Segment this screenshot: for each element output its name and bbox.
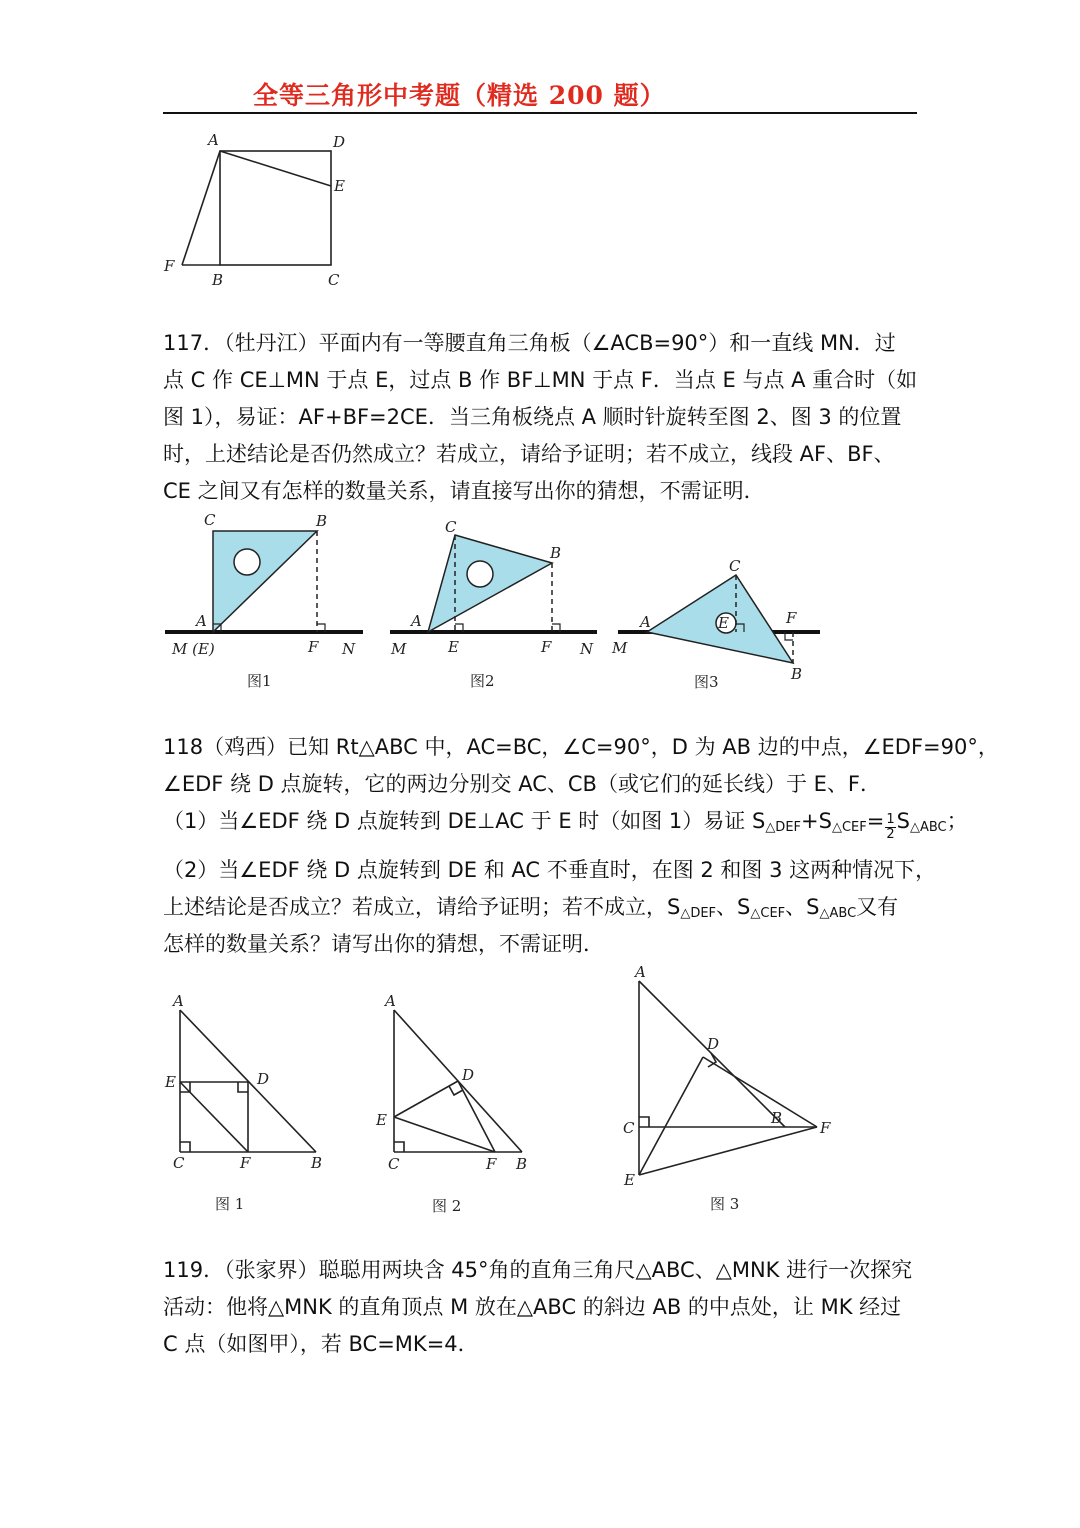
label-c: C	[204, 511, 216, 529]
problem-118-line-4: （2）当∠EDF 绕 D 点旋转到 DE 和 AC 不垂直时，在图 2 和图 3 这两种情况下，	[163, 858, 937, 882]
label-a: A	[196, 612, 207, 630]
figure-caption: 图2	[470, 672, 495, 690]
label-e: E	[624, 1171, 635, 1189]
label-e: E	[376, 1111, 387, 1129]
label-e: E	[718, 614, 729, 632]
label-d: D	[462, 1066, 475, 1084]
label-m: M	[612, 639, 628, 657]
right-angle-mark-d	[238, 1082, 248, 1092]
problem-118-line-2: ∠EDF 绕 D 点旋转，它的两边分别交 AC、CB（或它们的延长线）于 E、F．	[163, 772, 881, 796]
figure-caption: 图1	[247, 672, 272, 690]
label-d: D	[333, 133, 346, 151]
problem-119-line-3: C 点（如图甲），若 BC=MK=4．	[163, 1332, 479, 1356]
problem-117-figure-1	[160, 508, 370, 693]
problem-117-line-4: 时，上述结论是否仍然成立？若成立，请给予证明；若不成立，线段 AF、BF、	[163, 442, 895, 466]
problem-117-line-3: 图 1），易证：AF+BF=2CE．当三角板绕点 A 顺时针旋转至图 2、图 3 的位置	[163, 405, 902, 429]
label-b: B	[212, 271, 224, 289]
right-angle-mark-c	[394, 1142, 404, 1152]
label-c: C	[328, 271, 340, 289]
header-divider	[163, 112, 917, 114]
label-n: N	[342, 640, 356, 658]
triangle-abc	[213, 531, 317, 632]
segment-de	[639, 1057, 703, 1175]
label-a: A	[411, 612, 422, 630]
label-d: D	[257, 1070, 270, 1088]
label-b: B	[316, 512, 328, 530]
label-b: B	[550, 544, 562, 562]
label-c: C	[173, 1154, 185, 1172]
segment-df	[703, 1057, 817, 1127]
problem-118-figure-1	[160, 990, 340, 1220]
label-a: A	[635, 963, 646, 981]
label-e: E	[334, 177, 345, 195]
problem-118-line-6: 怎样的数量关系？请写出你的猜想，不需证明．	[163, 932, 604, 956]
document-header-title: 全等三角形中考题（精选 200 题）	[253, 81, 666, 110]
figure-square-abcd	[160, 125, 360, 295]
problem-118-figure-3	[615, 955, 855, 1220]
label-c: C	[445, 518, 457, 536]
label-f: F	[541, 638, 552, 656]
label-n: N	[580, 640, 594, 658]
problem-117-figure-3	[610, 545, 835, 695]
figure-caption: 图 2	[432, 1197, 462, 1215]
triangle-abc	[428, 535, 552, 632]
label-c: C	[729, 557, 741, 575]
label-f: F	[786, 609, 797, 627]
label-f: F	[164, 257, 175, 275]
label-e: E	[448, 638, 459, 656]
right-angle-mark-c	[639, 1117, 649, 1127]
fraction-one-half: $\frac{1}{2}$	[886, 812, 895, 842]
figure-caption: 图 3	[710, 1195, 740, 1213]
problem-118-figure-2	[370, 990, 550, 1220]
label-f: F	[486, 1155, 497, 1173]
label-f: F	[240, 1154, 251, 1172]
label-m: M	[391, 640, 407, 658]
segment-af	[182, 151, 220, 265]
problem-117-line-1: 117．（牡丹江）平面内有一等腰直角三角板（∠ACB=90°）和一直线 MN．过	[163, 331, 896, 355]
problem-117-figure-2	[385, 508, 600, 693]
segment-ae	[220, 151, 331, 186]
label-c: C	[388, 1155, 400, 1173]
problem-117-line-5: CE 之间又有怎样的数量关系，请直接写出你的猜想，不需证明．	[163, 479, 765, 503]
figure-caption: 图 1	[215, 1195, 245, 1213]
label-f: F	[308, 638, 319, 656]
label-a: A	[173, 992, 184, 1010]
label-b: B	[311, 1154, 323, 1172]
triangle-hole	[467, 561, 493, 587]
problem-117-line-2: 点 C 作 CE⊥MN 于点 E，过点 B 作 BF⊥MN 于点 F．当点 E 与点 A 重合时（如	[163, 368, 918, 392]
label-a: A	[640, 613, 651, 631]
problem-118-line-5: 上述结论是否成立？若成立，请给予证明；若不成立，$S_{\triangle DEF}$、$S_{\triangle CEF}$、$S_{\triangle ABC}$又有	[163, 895, 899, 921]
label-a: A	[385, 992, 396, 1010]
label-f: F	[820, 1119, 831, 1137]
triangle-hole	[234, 549, 260, 575]
figure-caption: 图3	[694, 673, 719, 691]
label-b: B	[771, 1109, 783, 1127]
label-b: B	[791, 665, 803, 683]
label-b: B	[516, 1155, 528, 1173]
problem-119-line-2: 活动：他将△MNK 的直角顶点 M 放在△ABC 的斜边 AB 的中点处，让 MK 经过	[163, 1295, 902, 1319]
label-c: C	[623, 1119, 635, 1137]
label-m-e: M (E)	[172, 640, 215, 658]
label-e: E	[165, 1073, 176, 1091]
right-angle-mark-c	[180, 1142, 190, 1152]
label-a: A	[208, 131, 219, 149]
problem-119-line-1: 119．（张家界）聪聪用两块含 45°角的直角三角尺△ABC、△MNK 进行一次探究	[163, 1258, 913, 1282]
label-d: D	[707, 1035, 720, 1053]
problem-118-line-1: 118（鸡西）已知 Rt△ABC 中，AC=BC，∠C=90°，D 为 AB 边的中点，∠EDF=90°，	[163, 735, 999, 759]
problem-118-line-3: （1）当∠EDF 绕 D 点旋转到 DE⊥AC 于 E 时（如图 1）易证 $S_{\triangle DEF}+S_{\triangle CEF}=$ $\frac{1}{2}$ $S_{\triangle ABC}$；	[163, 809, 968, 842]
segment-ef	[639, 1127, 817, 1175]
